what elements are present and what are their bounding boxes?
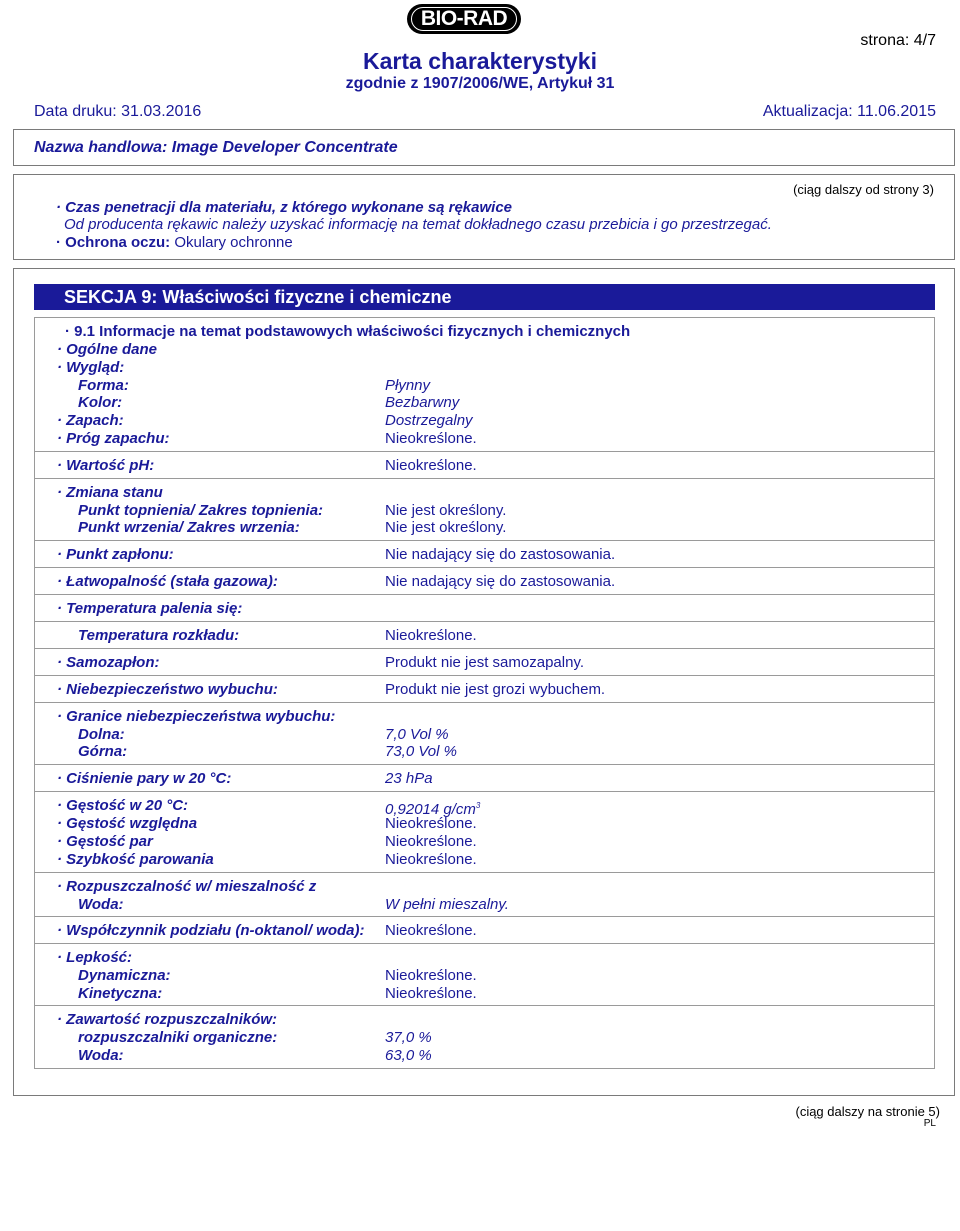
property-label: · Zapach:	[57, 412, 124, 429]
property-value: Płynny	[385, 377, 431, 394]
property-label: · Rozpuszczalność w/ mieszalność z	[57, 878, 317, 895]
property-value: Nieokreślone.	[385, 457, 477, 474]
property-label: · Lepkość:	[57, 949, 133, 966]
property-value: 63,0 %	[385, 1047, 432, 1064]
property-value: Dostrzegalny	[385, 412, 473, 429]
property-label: · Współczynnik podziału (n-oktanol/ woda):	[57, 922, 365, 939]
previous-section-box	[13, 174, 955, 260]
property-value: 7,0 Vol %	[385, 726, 449, 743]
density-unit-exponent: 3	[475, 801, 481, 810]
section-9-box	[13, 268, 955, 1096]
property-label: · Punkt zapłonu:	[57, 546, 174, 563]
property-value: Nie jest określony.	[385, 519, 507, 536]
property-value: Nieokreślone.	[385, 985, 477, 1002]
continued-next: (ciąg dalszy na stronie 5)	[795, 1104, 940, 1119]
properties-table	[34, 317, 935, 1069]
property-label: · Ogólne dane	[57, 341, 158, 358]
property-value: Produkt nie jest samozapalny.	[385, 654, 584, 671]
property-label: · Wartość pH:	[57, 457, 155, 474]
property-label: · Granice niebezpieczeństwa wybuchu:	[57, 708, 336, 725]
row-divider	[35, 872, 934, 873]
print-date: Data druku: 31.03.2016	[34, 103, 202, 120]
logo-border	[411, 7, 517, 31]
trade-name-box	[13, 129, 955, 166]
section-9-heading: SEKCJA 9: Właściwości fizyczne i chemiczne	[34, 284, 935, 310]
property-label: · Szybkość parowania	[57, 851, 214, 868]
property-label: · Gęstość w 20 °C:	[57, 797, 189, 814]
bio-rad-logo	[407, 4, 521, 34]
document-subtitle: zgodnie z 1907/2006/WE, Artykuł 31	[345, 75, 615, 92]
eye-protection-value: Okulary ochronne	[170, 234, 293, 251]
language-code: PL	[923, 1118, 936, 1129]
update-date: Aktualizacja: 11.06.2015	[762, 103, 936, 120]
row-divider	[35, 916, 934, 917]
property-value: Nieokreślone.	[385, 430, 477, 447]
property-value: Nieokreślone.	[385, 833, 477, 850]
property-label: Forma:	[78, 377, 129, 394]
logo-text: BIO-RAD	[420, 7, 508, 30]
property-value: 23 hPa	[385, 770, 433, 787]
property-label: · Gęstość względna	[57, 815, 198, 832]
document-title: Karta charakterystyki	[363, 48, 597, 74]
property-label: · Wygląd:	[57, 359, 125, 376]
property-label: · Łatwopalność (stała gazowa):	[57, 573, 278, 590]
property-label: Temperatura rozkładu:	[78, 627, 240, 644]
row-divider	[35, 764, 934, 765]
page-number: strona: 4/7	[860, 32, 936, 49]
property-value: 37,0 %	[385, 1029, 432, 1046]
row-divider	[35, 621, 934, 622]
row-divider	[35, 648, 934, 649]
property-value: Nieokreślone.	[385, 851, 477, 868]
property-label: Dynamiczna:	[78, 967, 171, 984]
property-label: Dolna:	[78, 726, 125, 743]
property-label: · Zawartość rozpuszczalników:	[57, 1011, 278, 1028]
property-label: · Zmiana stanu	[57, 484, 163, 501]
eye-protection	[56, 234, 293, 251]
property-label: · Temperatura palenia się:	[57, 600, 243, 617]
glove-penetration-text: Od producenta rękawic należy uzyskać informację na temat dokładnego czasu przebicia i go przestrzegać.	[64, 216, 772, 233]
row-divider	[35, 478, 934, 479]
property-label: · Samozapłon:	[57, 654, 160, 671]
property-label: Górna:	[78, 743, 128, 760]
property-label: · Próg zapachu:	[57, 430, 170, 447]
row-divider	[35, 451, 934, 452]
row-divider	[35, 791, 934, 792]
property-value: Produkt nie jest grozi wybuchem.	[385, 681, 606, 698]
property-value: Nieokreślone.	[385, 815, 477, 832]
row-divider	[35, 702, 934, 703]
property-value: Nie nadający się do zastosowania.	[385, 573, 616, 590]
property-label: · Niebezpieczeństwo wybuchu:	[57, 681, 278, 698]
property-label: · 9.1 Informacje na temat podstawowych właściwości fizycznych i chemicznych	[65, 323, 631, 340]
property-label: Woda:	[78, 896, 124, 913]
property-label: Punkt topnienia/ Zakres topnienia:	[78, 502, 324, 519]
row-divider	[35, 540, 934, 541]
row-divider	[35, 594, 934, 595]
property-label: · Ciśnienie pary w 20 °C:	[57, 770, 232, 787]
property-value: Nie jest określony.	[385, 502, 507, 519]
row-divider	[35, 567, 934, 568]
property-value: W pełni mieszalny.	[385, 896, 509, 913]
property-label: Punkt wrzenia/ Zakres wrzenia:	[78, 519, 300, 536]
property-value: Nie nadający się do zastosowania.	[385, 546, 616, 563]
property-label: Kolor:	[78, 394, 123, 411]
eye-protection-label: · Ochrona oczu:	[56, 234, 171, 251]
property-value: 73,0 Vol %	[385, 743, 457, 760]
property-label: rozpuszczalniki organiczne:	[78, 1029, 278, 1046]
row-divider	[35, 1005, 934, 1006]
property-label: · Gęstość par	[57, 833, 153, 850]
property-value: Nieokreślone.	[385, 922, 477, 939]
continued-from: (ciąg dalszy od strony 3)	[793, 182, 934, 197]
property-value: Bezbarwny	[385, 394, 460, 411]
row-divider	[35, 943, 934, 944]
density-value: 0,92014 g/cm	[385, 801, 476, 818]
trade-name: Nazwa handlowa: Image Developer Concentrate	[34, 139, 398, 156]
row-divider	[35, 675, 934, 676]
property-label: Woda:	[78, 1047, 124, 1064]
glove-penetration-heading: · Czas penetracji dla materiału, z którego wykonane są rękawice	[56, 199, 513, 216]
property-value: Nieokreślone.	[385, 967, 477, 984]
property-label: Kinetyczna:	[78, 985, 163, 1002]
property-value: Nieokreślone.	[385, 627, 477, 644]
